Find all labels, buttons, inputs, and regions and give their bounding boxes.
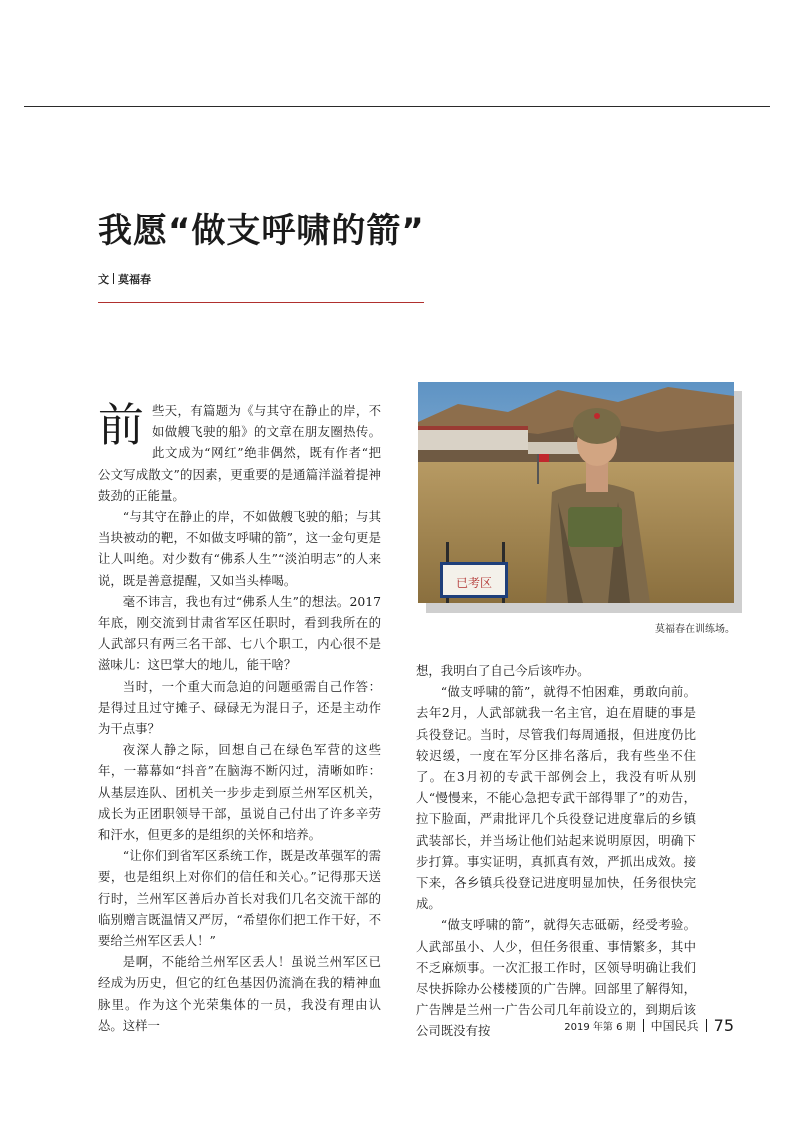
training-ground-illustration [418, 382, 734, 603]
paragraph-1 [98, 400, 381, 506]
paragraph-4: 当时，一个重大而急迫的问题亟需自己作答：是得过且过守摊子、碌碌无为混日子，还是主动作为干点事？ [98, 678, 381, 737]
header-rule [24, 106, 770, 107]
footer-divider [706, 1019, 707, 1032]
red-flag [539, 454, 549, 462]
paragraph-10: “做支呼啸的箭”，就得矢志砥砺，经受考验。人武部虽小、人少，但任务很重、事情繁多，其中不乏麻烦事。一次汇报工作时，区领导明确让我们尽快拆除办公楼楼顶的广告牌。回部里了解得知，广告牌是兰州一广告公司几年前设立的，到期后该公司既没有按 [416, 917, 696, 1039]
title-underline [98, 302, 424, 303]
paragraph-9: “做支呼啸的箭”，就得不怕困难，勇敢向前。去年2月，人武部就我一名主官，迫在眉睫的事是兵役登记。当时，尽管我们每周通报，但进度仍比较迟缓，一度在军分区排名落后，我有些坐不住了。在3月初的专武干部例会上，我没有听从别人“慢慢来，不能心急把专武干部得罪了”的劝告，拉下脸面，严肃批评几个兵役登记进度靠后的乡镇武装部长，并当场让他们站起来说明原因，明确下步打算。事实证明，真抓真有效，严抓出成效。接下来，各乡镇兵役登记进度明显加快，任务很快完成。 [416, 684, 696, 912]
paragraph-3: 毫不讳言，我也有过“佛系人生”的想法。2017年底，刚交流到甘肃省军区任职时，看到我所在的人武部只有两三名干部、七八个职工，内心很不是滋味儿：这巴掌大的地儿，能干啥？ [98, 593, 381, 673]
footer-divider [643, 1019, 644, 1032]
paragraph-7: 是啊，不能给兰州军区丢人！虽说兰州军区已经成为历史，但它的红色基因仍流淌在我的精神血脉里。作为这个光荣集体的一员，我没有理由认怂。这样一 [98, 954, 381, 1033]
paragraph-5: 夜深人静之际，回想自己在绿色军营的这些年，一幕幕如“抖音”在脑海不断闪过，清晰如昨：从基层连队、团机关一步步走到原兰州军区机关，成长为正团职领导干部，虽说自己付出了许多辛劳和汗水，但更多的是组织的关怀和培养。 [98, 742, 381, 843]
article-title: 我愿“做支呼啸的箭” [98, 211, 425, 251]
paragraph-1-text: 些天，有篇题为《与其守在静止的岸，不如做艘飞驶的船》的文章在朋友圈热传。此文成为“网红”绝非偶然，既有作者“把公文写成散文”的因素，更重要的是通篇洋溢着提神鼓劲的正能量。 [98, 403, 381, 503]
sign-text: 已考区 [455, 576, 493, 590]
soldier-photo [418, 382, 734, 603]
dropcap: 前 [98, 398, 144, 452]
byline [98, 271, 151, 287]
photo-caption: 莫福春在训练场。 [655, 624, 735, 635]
page-footer [564, 1016, 734, 1035]
issue-date: 2019 年第 6 期 [564, 1022, 636, 1033]
paragraph-2: “与其守在静止的岸，不如做艘飞驶的船；与其当块被动的靶，不如做支呼啸的箭”，这一金句更是让人叫绝。对少数有“佛系人生”“淡泊明志”的人来说，既是善意提醒，又如当头棒喝。 [98, 509, 381, 588]
byline-separator [113, 273, 114, 284]
author-name: 莫福春 [118, 273, 151, 286]
magazine-name: 中国民兵 [650, 1019, 699, 1033]
byline-prefix: 文 [98, 273, 109, 286]
page-number: 75 [713, 1016, 734, 1035]
right-column [416, 660, 696, 1042]
left-column [98, 400, 381, 1036]
paragraph-6: “让你们到省军区系统工作，既是改革强军的需要，也是组织上对你们的信任和关心。”记得那天送行时，兰州军区善后办首长对我们几名交流干部的临别赠言既温情又严厉，“希望你们把工作干好，不要给兰州军区丢人！” [98, 848, 381, 949]
paragraph-8: 想，我明白了自己今后该咋办。 [416, 663, 590, 678]
building [418, 428, 528, 450]
